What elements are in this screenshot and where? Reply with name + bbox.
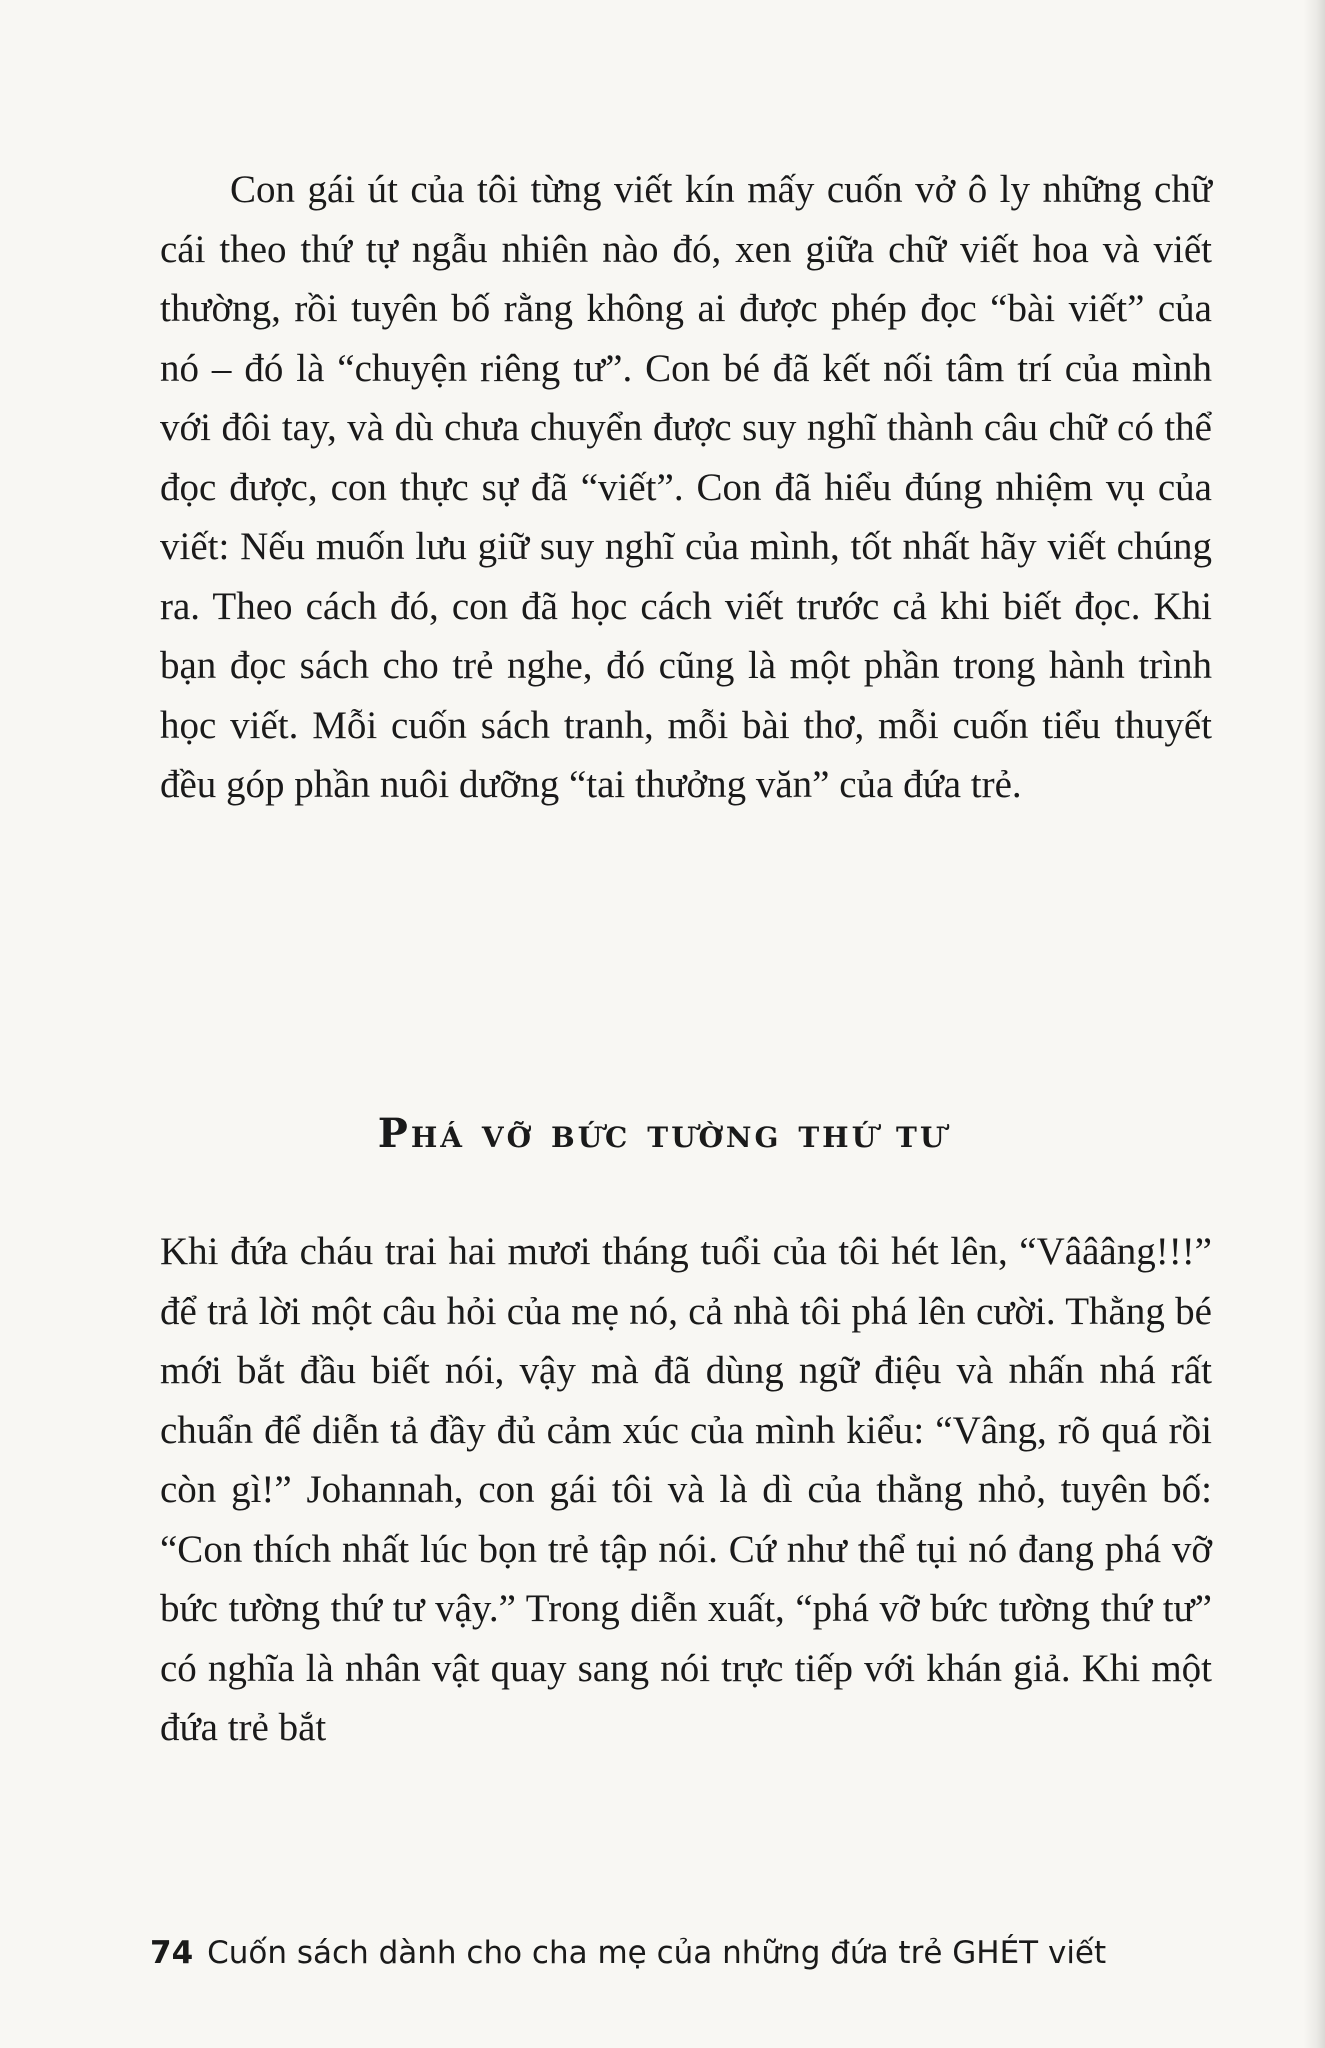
body-paragraph-2: Khi đứa cháu trai hai mươi tháng tuổi của tôi hét lên, “Vâââng!!!” để trả lời một câu hỏi của mẹ nó, cả nhà tôi phá lên cười. Thằng bé mới bắt đầu biết nói, vậy mà đã dùng ngữ điệu và nhấn nhá rất chuẩn để diễn tả đầy đủ cảm xúc của mình kiểu: “Vâng, rõ quá rồi còn gì!” Johannah, con gái tôi và là dì của thằng nhỏ, tuyên bố: “Con thích nhất lúc bọn trẻ tập nói. Cứ như thể tụi nó đang phá vỡ bức tường thứ tư vậy.” Trong diễn xuất, “phá vỡ bức tường thứ tư” có nghĩa là nhân vật quay sang nói trực tiếp với khán giả. Khi một đứa trẻ bắt: [160, 1230, 1212, 1749]
page-footer: [150, 1935, 1106, 1971]
section-heading: Phá vỡ bức tường thứ tư: [377, 1110, 948, 1157]
body-paragraph-1: Con gái út của tôi từng viết kín mấy cuốn vở ô ly những chữ cái theo thứ tự ngẫu nhiên nào đó, xen giữa chữ viết hoa và viết thường, rồi tuyên bố rằng không ai được phép đọc “bài viết” của nó – đó là “chuyện riêng tư”. Con bé đã kết nối tâm trí của mình với đôi tay, và dù chưa chuyển được suy nghĩ thành câu chữ có thể đọc được, con thực sự đã “viết”. Con đã hiểu đúng nhiệm vụ của viết: Nếu muốn lưu giữ suy nghĩ của mình, tốt nhất hãy viết chúng ra. Theo cách đó, con đã học cách viết trước cả khi biết đọc. Khi bạn đọc sách cho trẻ nghe, đó cũng là một phần trong hành trình học viết. Mỗi cuốn sách tranh, mỗi bài thơ, mỗi cuốn tiểu thuyết đều góp phần nuôi dưỡng “tai thưởng văn” của đứa trẻ.: [160, 168, 1212, 806]
running-title: Cuốn sách dành cho cha mẹ của những đứa trẻ GHÉT viết: [207, 1935, 1107, 1971]
page-edge-shadow: [1303, 0, 1325, 2048]
page-number: 74: [150, 1935, 194, 1971]
